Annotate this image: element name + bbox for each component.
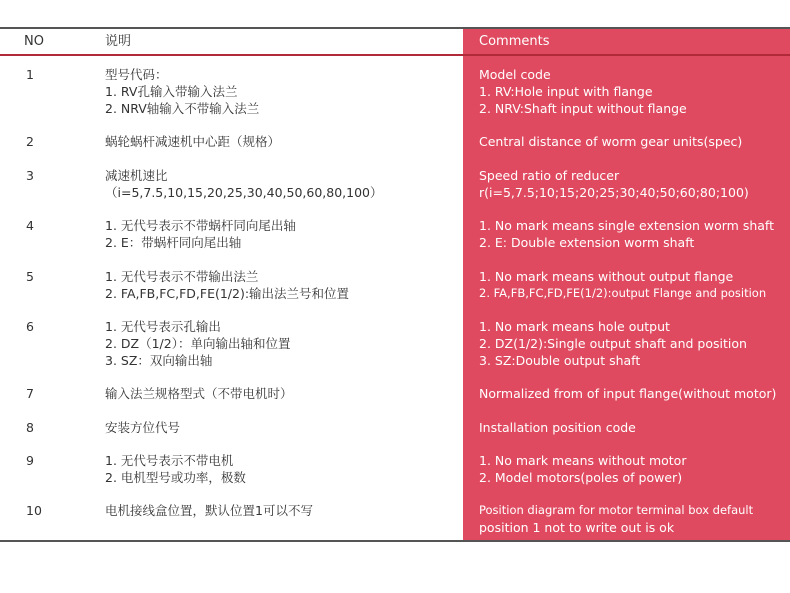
row-description-cn	[105, 66, 455, 117]
comment-line: 2. Model motors(poles of power)	[479, 470, 683, 485]
description-line: 1. 无代号表示不带电机	[105, 453, 234, 468]
row-comment-en	[479, 419, 785, 436]
description-line: 输入法兰规格型式（不带电机时）	[105, 386, 293, 401]
description-line: 2. 电机型号或功率，极数	[105, 470, 246, 485]
comment-line: 1. RV:Hole input with flange	[479, 84, 653, 99]
row-description-cn	[105, 167, 455, 201]
comment-line: Central distance of worm gear units(spec)	[479, 134, 743, 149]
row-number: 10	[26, 503, 42, 518]
comment-line: Model code	[479, 67, 551, 82]
row-number: 5	[26, 269, 34, 284]
row-description-cn	[105, 133, 455, 150]
comment-line: 3. SZ:Double output shaft	[479, 353, 641, 368]
row-number: 6	[26, 319, 34, 334]
comment-line: 1. No mark means single extension worm shaft	[479, 218, 775, 233]
description-line: 2. E：带蜗杆同向尾出轴	[105, 235, 242, 250]
comment-line: 2. FA,FB,FC,FD,FE(1/2):output Flange and position	[479, 286, 767, 300]
row-comment-en	[479, 66, 785, 117]
description-line: 蜗轮蜗杆减速机中心距（规格）	[105, 134, 281, 149]
description-line: 1. RV孔输入带输入法兰	[105, 84, 238, 99]
row-description-cn	[105, 385, 455, 402]
comment-line: 1. No mark means without motor	[479, 453, 687, 468]
row-number: 2	[26, 134, 34, 149]
row-comment-en	[479, 502, 785, 536]
description-line: 1. 无代号表示不带蜗杆同向尾出轴	[105, 218, 296, 233]
comment-line: 2. E: Double extension worm shaft	[479, 235, 695, 250]
row-number: 9	[26, 453, 34, 468]
header-no: NO	[24, 34, 44, 49]
row-comment-en	[479, 385, 785, 402]
description-line: 2. NRV轴输入不带输入法兰	[105, 101, 260, 116]
row-comment-en	[479, 452, 785, 486]
comment-line: 1. No mark means without output flange	[479, 269, 734, 284]
description-line: 2. DZ（1/2）：单向输出轴和位置	[105, 336, 291, 351]
header-description-cn: 说明	[105, 34, 132, 49]
description-line: 1. 无代号表示孔输出	[105, 319, 221, 334]
comment-line: 2. DZ(1/2):Single output shaft and position	[479, 336, 747, 351]
row-number: 1	[26, 67, 34, 82]
row-number: 8	[26, 420, 34, 435]
comment-line: 1. No mark means hole output	[479, 319, 670, 334]
description-line: 电机接线盒位置，默认位置1可以不写	[105, 503, 313, 518]
header-comments: Comments	[479, 34, 550, 49]
description-line: 2. FA,FB,FC,FD,FE(1/2):输出法兰号和位置	[105, 286, 350, 301]
description-line: 3. SZ：双向输出轴	[105, 353, 213, 368]
row-comment-en	[479, 167, 785, 201]
row-description-cn	[105, 318, 455, 369]
description-line: （i=5,7.5,10,15,20,25,30,40,50,60,80,100）	[105, 185, 383, 200]
row-comment-en	[479, 217, 785, 251]
row-description-cn	[105, 502, 455, 519]
row-number: 3	[26, 168, 34, 183]
comment-line: Installation position code	[479, 420, 636, 435]
row-description-cn	[105, 452, 455, 486]
comment-line: Speed ratio of reducer	[479, 168, 620, 183]
comment-line: position 1 not to write out is ok	[479, 520, 675, 535]
description-line: 安装方位代号	[105, 420, 181, 435]
table-bottom-rule	[0, 540, 790, 542]
description-line: 型号代码：	[105, 67, 168, 82]
row-description-cn	[105, 217, 455, 251]
row-number: 7	[26, 386, 34, 401]
description-line: 减速机速比	[105, 168, 168, 183]
row-number: 4	[26, 218, 34, 233]
description-line: 1. 无代号表示不带输出法兰	[105, 269, 259, 284]
table-header-rule	[0, 54, 790, 56]
row-comment-en	[479, 318, 785, 369]
row-comment-en	[479, 268, 785, 302]
row-description-cn	[105, 419, 455, 436]
table-top-rule	[0, 27, 790, 29]
comment-line: 2. NRV:Shaft input without flange	[479, 101, 687, 116]
comment-line: Normalized from of input flange(without motor)	[479, 386, 777, 401]
row-description-cn	[105, 268, 455, 302]
row-comment-en	[479, 133, 785, 150]
comment-line: Position diagram for motor terminal box default	[479, 503, 754, 517]
comment-line: r(i=5,7.5;10;15;20;25;30;40;50;60;80;100)	[479, 185, 749, 200]
